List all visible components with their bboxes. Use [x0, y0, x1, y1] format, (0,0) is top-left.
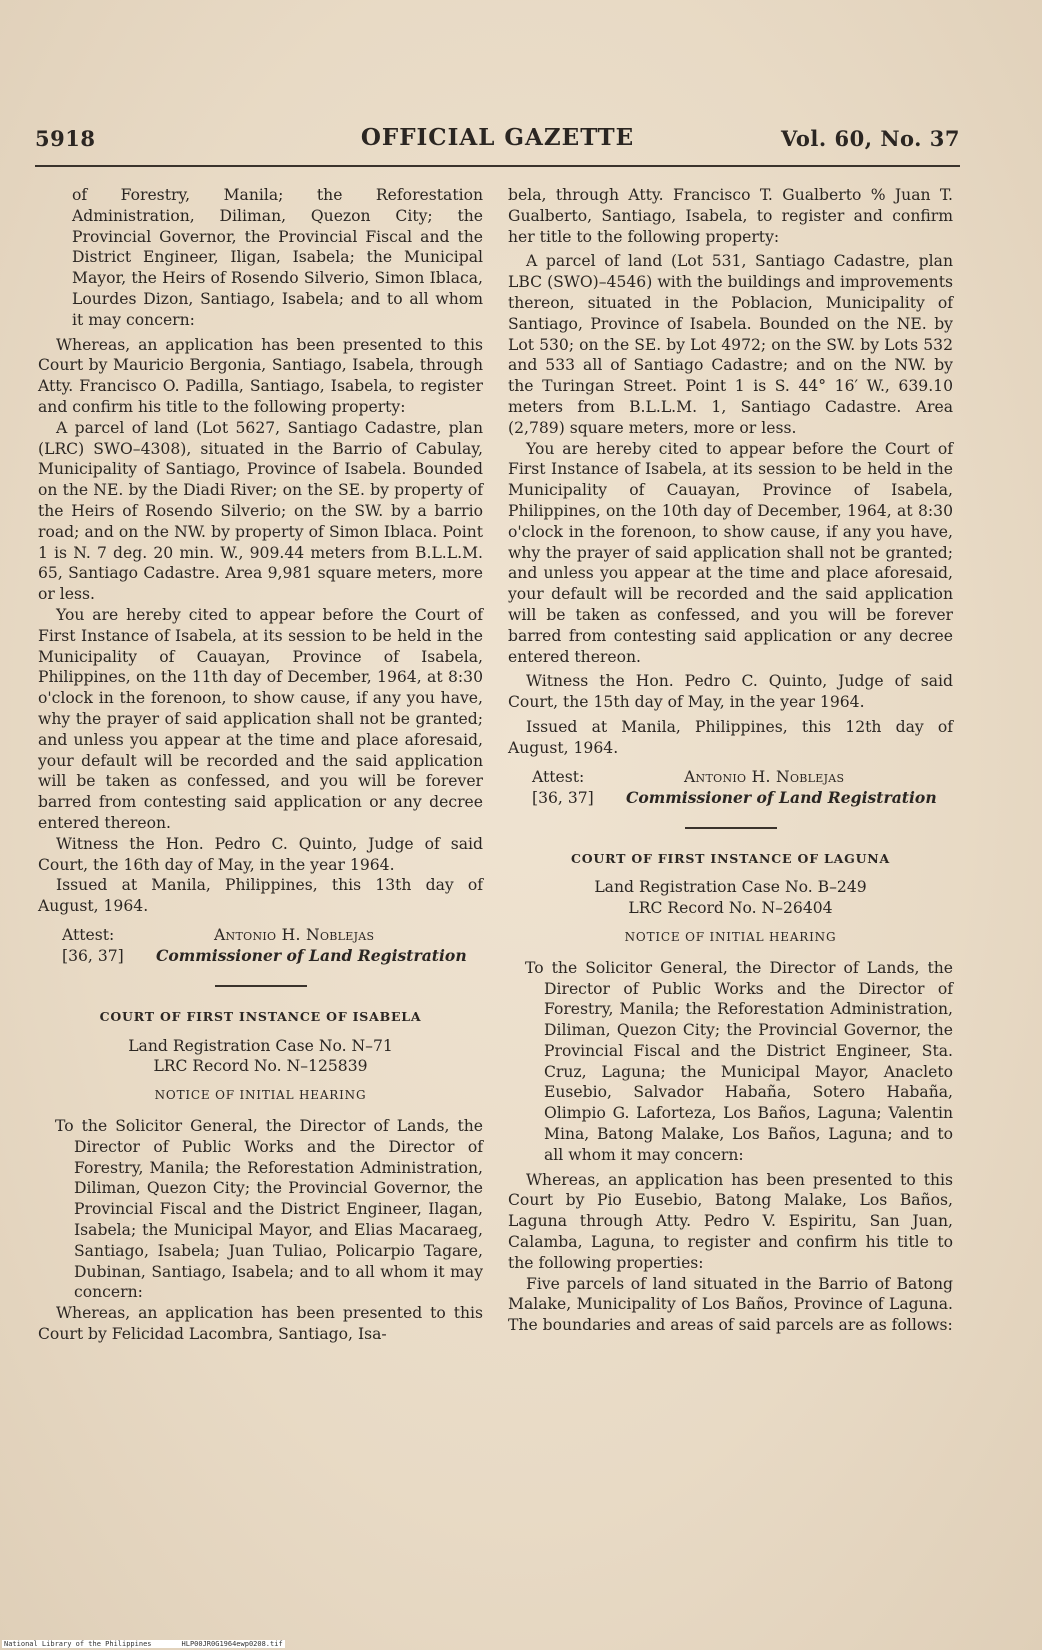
- issue-reference: [36, 37]: [532, 788, 594, 807]
- notice-heading: NOTICE OF INITIAL HEARING: [154, 1088, 367, 1103]
- record-number: LRC Record No. N–26404: [628, 899, 833, 918]
- witness-paragraph: Witness the Hon. Pedro C. Quinto, Judge of said Court, the 15th day of May, in the year 1964.: [508, 672, 953, 712]
- attest-role: Commissioner of Land Registration: [626, 787, 937, 807]
- section-divider: [215, 985, 307, 987]
- property-description: A parcel of land (Lot 5627, Santiago Cadastre, plan (LRC) SWO–4308), situated in the Barrio of Cabulay, Municipality of Santiago, Province of Isabela. Bounded on the NE. by the Diadi River; on the SE. by property of the Heirs of Rosendo Silverio; on the SW. by a barrio road; and on the NW. by property of Simon Iblaca. Point 1 is N. 7 deg. 20 min. W., 909.44 meters from B.L.L.M. 65, Santiago Cadastre. Area 9,981 square meters, more or less.: [38, 418, 483, 604]
- issued-paragraph: Issued at Manila, Philippines, this 12th day of August, 1964.: [508, 717, 953, 757]
- parcels-paragraph: Five parcels of land situated in the Barrio of Batong Malake, Municipality of Los Baños, Province of Laguna. The boundaries and areas of said parcels are as follows:: [508, 1274, 953, 1335]
- attest-label: Attest:: [62, 925, 115, 944]
- publication-title: OFFICIAL GAZETTE: [360, 124, 635, 151]
- attestation-block: [38, 925, 483, 969]
- scan-footer: [2, 1640, 285, 1648]
- citation-paragraph: You are hereby cited to appear before the Court of First Instance of Isabela, at its session to be held in the Municipality of Cauayan, Province of Isabela, Philippines, on the 10th day of December, 1964, at 8:30 o'clock in the forenoon, to show cause, if any you have, why the prayer of said application shall not be granted; and unless you appear at the time and place aforesaid, your default will be recorded and the said application will be taken as confessed, and you will be forever barred from contesting said application or any decree entered thereon.: [508, 439, 953, 666]
- record-number: LRC Record No. N–125839: [153, 1057, 368, 1076]
- header-rule: [35, 165, 960, 167]
- notice-heading: NOTICE OF INITIAL HEARING: [624, 929, 837, 944]
- attest-name: Antonio H. Noblejas: [684, 767, 845, 786]
- addressee-paragraph: To the Solicitor General, the Director of Lands, the Director of Public Works and the Director of Forestry, Manila; the Reforestation Administration, Diliman, Quezon City; the Provincial Governor, the Provincial Fiscal and the District Engineer, Ilagan, Isabela; the Municipal Mayor, and Elias Macaraeg, Santiago, Isabela; Juan Tuliao, Policarpio Tagare, Dubinan, Santiago, Isabela; and to all whom it may concern:: [55, 1117, 483, 1302]
- page-number: 5918: [35, 126, 96, 151]
- court-heading: COURT OF FIRST INSTANCE OF ISABELA: [99, 1008, 422, 1024]
- issue-reference: [36, 37]: [62, 946, 124, 965]
- issued-paragraph: Issued at Manila, Philippines, this 13th day of August, 1964.: [38, 876, 483, 916]
- section-divider: [685, 827, 777, 829]
- addressee-continuation: of Forestry, Manila; the Reforestation Administration, Diliman, Quezon City; the Provincial Governor, the Provincial Fiscal and the District Engineer, Iligan, Isabela; the Municipal Mayor, the Heirs of Rosendo Silverio, Simon Iblaca, Lourdes Dizon, Santiago, Isabela; and to all whom it may concern:: [72, 186, 483, 329]
- right-column: [508, 185, 953, 1336]
- application-paragraph: Whereas, an application has been presented to this Court by Pio Eusebio, Batong Malake, Los Baños, Laguna through Atty. Pedro V. Espiritu, San Juan, Calamba, Laguna, to register and confirm his title to the following properties:: [508, 1170, 953, 1272]
- application-paragraph: Whereas, an application has been presented to this Court by Mauricio Bergonia, Santiago, Isabela, through Atty. Francisco O. Padilla, Santiago, Isabela, to register and confirm his title to the following property:: [38, 335, 483, 416]
- application-continuation: bela, through Atty. Francisco T. Gualberto % Juan T. Gualberto, Santiago, Isabela, to register and confirm her title to the following property:: [508, 186, 953, 246]
- citation-paragraph: You are hereby cited to appear before the Court of First Instance of Isabela, at its session to be held in the Municipality of Cauayan, Province of Isabela, Philippines, on the 11th day of December, 1964, at 8:30 o'clock in the forenoon, to show cause, if any you have, why the prayer of said application shall not be granted; and unless you appear at the time and place aforesaid, your default will be recorded and the said application will be taken as confessed, and you will be forever barred from contesting said application or any decree entered thereon.: [38, 605, 483, 832]
- property-description: A parcel of land (Lot 531, Santiago Cadastre, plan LBC (SWO)–4546) with the buildings and improvements thereon, situated in the Poblacion, Municipality of Santiago, Province of Isabela. Bounded on the NE. by Lot 530; on the SE. by Lot 4972; on the SW. by Lots 532 and 533 all of Santiago Cadastre; and on the NW. by the Turingan Street. Point 1 is S. 44° 16′ W., 639.10 meters from B.L.L.M. 1, Santiago Cadastre. Area (2,789) square meters, more or less.: [508, 252, 953, 437]
- attest-name: Antonio H. Noblejas: [214, 925, 375, 944]
- case-number: Land Registration Case No. N–71: [128, 1036, 393, 1055]
- running-head: [35, 126, 960, 166]
- left-column: [38, 185, 483, 1345]
- file-name: HLP00JR0G1964ewp0208.tif: [181, 1640, 283, 1648]
- library-credit: National Library of the Philippines: [4, 1640, 152, 1648]
- application-paragraph: Whereas, an application has been presented to this Court by Felicidad Lacombra, Santiago, Isa-: [38, 1304, 483, 1344]
- court-heading: COURT OF FIRST INSTANCE OF LAGUNA: [570, 850, 891, 866]
- addressee-paragraph: To the Solicitor General, the Director of Lands, the Director of Public Works and the Director of Forestry, Manila; the Reforestation Administration, Diliman, Quezon City; the Provincial Governor, the Provincial Fiscal and the District Engineer, Sta. Cruz, Laguna; the Municipal Mayor, Anacleto Eusebio, Salvador Habaña, Sotero Habaña, Olimpio G. Laforteza, Los Baños, Laguna; Valentin Mina, Batong Malake, Los Baños, Laguna; and to all whom it may concern:: [525, 958, 953, 1164]
- attest-role: Commissioner of Land Registration: [156, 945, 467, 965]
- attestation-block: [508, 767, 953, 811]
- volume-number: Vol. 60, No. 37: [781, 126, 960, 151]
- witness-paragraph: Witness the Hon. Pedro C. Quinto, Judge of said Court, the 16th day of May, in the year 1964.: [38, 834, 483, 874]
- attest-label: Attest:: [532, 767, 585, 786]
- case-number: Land Registration Case No. B–249: [594, 878, 867, 897]
